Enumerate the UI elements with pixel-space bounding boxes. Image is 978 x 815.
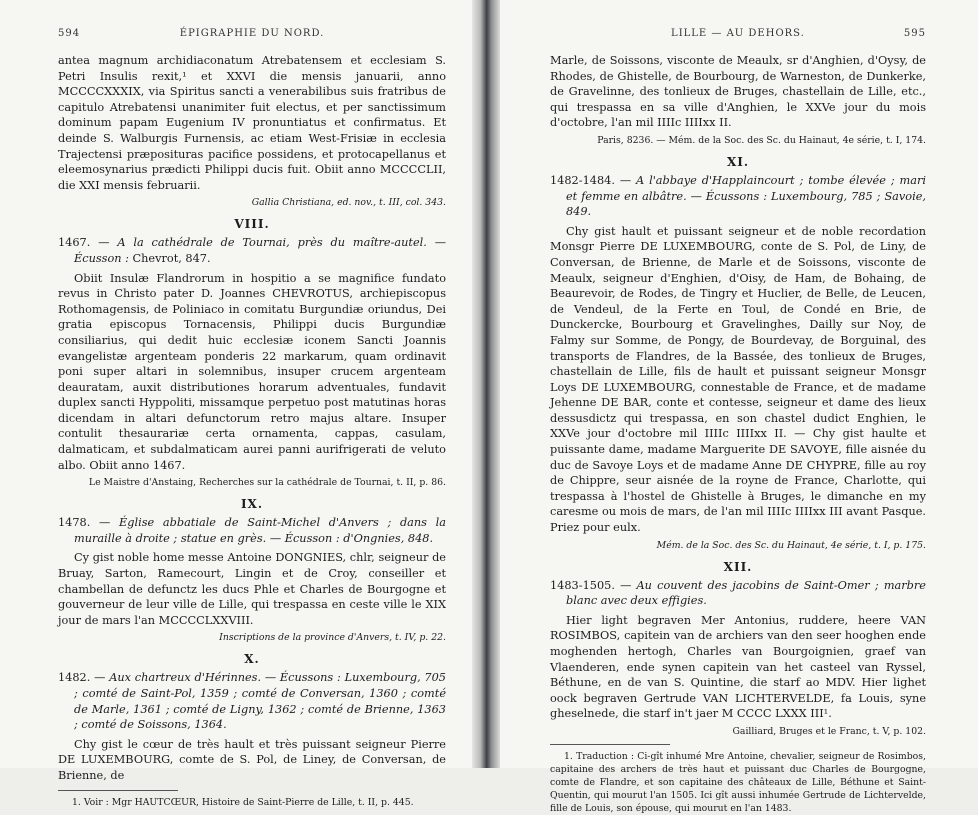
entry-year: 1483-1505. <box>550 578 615 592</box>
running-title-right: LILLE — AU DEHORS. <box>671 28 805 39</box>
entry-heading <box>550 173 926 220</box>
entry-number: IX. <box>240 497 264 512</box>
footnote: 1. Voir : Mgr HAUTCŒUR, Histoire de Saint-Pierre de Lille, t. II, p. 445. <box>72 796 414 808</box>
source-citation: Le Maistre d'Anstaing, Recherches sur la cathédrale de Tournai, t. II, p. 86. <box>88 477 446 489</box>
entry-description: — Au couvent des jacobins de Saint-Omer ; marbre blanc avec deux effigies. <box>566 578 926 608</box>
left-page <box>0 0 472 808</box>
right-page <box>500 0 978 814</box>
footnote: 1. Traduction : Ci-gît inhumé Mre Antoine, chevalier, seigneur de Rosimbos, capitaine des archers de très haut et puissant duc Charles de Bourgogne, comte de Flandre, et son capitaine des châteaux de Lille, Béthune et Saint-Quentin, qui mourut l'an 1505. Ici gît aussi inhumée Gertrude de Lichtervelde, fille de Louis, son épouse, qui mourut en l'an 1483. <box>550 750 926 814</box>
entry-description: — Aux chartreux d'Hérinnes. — Écussons : Luxembourg, 705 ; comté de Saint-Pol, 1359 ; comté de Conversan, 1360 ; comté de Marle, 1361 ; comté de Ligny, 1362 ; comté de Brienne, 1363 ; comté de Soissons, 1364. <box>74 671 446 732</box>
source-citation: Gallia Christiana, ed. nov., t. III, col. 343. <box>251 197 446 209</box>
inscription-text: Hier light begraven Mer Antonius, ruddere, heere VAN ROSIMBOS, capitein van de archiers van den seer hooghen ende moghenden hertogh, Charles van Bourgoignien, graef van Vlaenderen, ende synen capitein van het casteel van Ryssel, Béthune, en de van S. Quintine, die starf ao MDV. Hier lighet oock begraven Gertrude VAN LICHTERVELDE, fa Louis, syne gheselnede, die starf in't jaer M CCCC LXXX III¹. <box>550 613 926 721</box>
source-citation: Paris, 8236. — Mém. de la Soc. des Sc. du Hainaut, 4e série, t. I, 174. <box>597 134 926 146</box>
footnote-rule <box>58 790 178 791</box>
source-citation: Inscriptions de la province d'Anvers, t. IV, p. 22. <box>219 632 446 644</box>
entry-heading <box>58 515 446 546</box>
inscription-text: Chy gist hault et puissant seigneur et de noble recordation Monsgr Pierre DE LUXEMBOURG, conte de S. Pol, de Liny, de Conversan, de Brienne, de Marle et de Soissons, visconte de Meaulx, seigneur d'Enghien, d'Oisy, de Ham, de Bohaing, de Beaurevoir, de Rodes, de Tingry et Huclier, de Belle, de Leucen, de Vendeul, de la Ferte en Toul, de Condé en Brie, de Dunckercke, Bourbourg et Gravelinghes, Dailly sur Noy, de Falmy sur Somme, de Pongy, de Bourdevay, de Borguinal, des transports de Flandres, de la Bassée, des tonlieux de Bruges, chastellain de Lille, fils de hault et puissant seigneur Monsgr Loys DE LUXEMBOURG, connestable de France, et de madame Jehenne DE BAR, conte et contesse, seigneur et dame des lieux dessusdictz qui trespassa, en son chastel dudict Enghien, le XXVe jour d'octobre mil IIIIc IIIIxx II. — Chy gist haulte et puissante dame, madame Marguerite DE SAVOYE, fille aisnée du duc de Savoye Loys et de madame Anne DE CHYPRE, fille au roy de Chippre, seur aisnée de la royne de France, Charlotte, qui trespassa à l'hostel de Ghistelle à Bruges, le dimanche en my caresme ou mois de mars, de l'an mil IIIIc IIIIxx III avant Pasque. Priez pour eulx. <box>550 224 926 535</box>
source-citation: Mém. de la Soc. des Sc. du Hainaut, 4e série, t. I, p. 175. <box>656 539 926 551</box>
continued-paragraph-right: Marle, de Soissons, visconte de Meaulx, sr d'Anghien, d'Oysy, de Rhodes, de Ghistelle, de Bourbourg, de Warneston, de Dunkerke, de Gravelinne, des tonlieux de Bruges, chastellain de Lille, etc., qui trespassa en sa ville d'Anghien, le XXVe jour du mois d'octobre, l'an mil IIIIc IIIIxx II. <box>550 54 926 130</box>
entry-year: 1478. <box>58 516 91 530</box>
book-gutter <box>472 0 500 768</box>
page-number-left: 594 <box>58 28 81 39</box>
entry-heading <box>58 670 446 732</box>
entry-number: XI. <box>726 154 750 169</box>
entry-description: — Église abbatiale de Saint-Michel d'Anvers ; dans la muraille à droite ; statue en grès. — Écusson : d'Ongnies, 848. <box>74 516 447 545</box>
entry-heading <box>58 235 446 266</box>
entry-description: — A la cathédrale de Tournai, près du maître-autel. — Écusson : <box>74 236 447 265</box>
entry-description: — A l'abbaye d'Happlaincourt ; tombe élevée ; mari et femme en albâtre. — Écussons : Luxembourg, 785 ; Savoie, 849. <box>566 173 926 219</box>
page-number-right: 595 <box>903 28 926 39</box>
entry-description-cont: Chevrot, 847. <box>132 251 211 265</box>
entry-year: 1482. <box>58 671 91 685</box>
inscription-text: Obiit Insulæ Flandrorum in hospitio a se magnifice fundato revus in Christo pater D. Joannes CHEVROTUS, archiepiscopus Rothomagensis, de Poliniaco in comitatu Burgundiæ oriundus, Dei gratia episcopus Tornacensis, Philippi ducis Burgundiæ consiliarius, qui dedit huic ecclesiæ iconem Sancti Joannis evangelistæ argenteam ponderis 22 markarum, quam ordinavit poni super altari in solemnibus, insuper crucem argenteam deauratam, auxit distributiones horarum adventuales, fundavit duplex sancti Hyppoliti, missamque perpetuo post matutinas horas dicendam in altari defunctorum retro majus altare. Insuper contulit thesaurariæ certa ornamenta, cappas, casulam, dalmaticam, et subdalmaticam aurei panni aurifrigerati de veluto albo. Obiit anno 1467. <box>58 271 446 472</box>
entry-year: 1482-1484. <box>550 173 615 187</box>
source-citation: Gailliard, Bruges et le Franc, t. V, p. 102. <box>732 725 926 737</box>
entry-heading <box>550 578 926 609</box>
running-head-right <box>550 28 926 39</box>
footnote-rule <box>550 744 670 745</box>
entry-number: XII. <box>723 559 753 574</box>
entry-year: 1467. <box>58 236 91 250</box>
inscription-text: Chy gist le cœur de très hault et très puissant seigneur Pierre DE LUXEMBOURG, comte de S. Pol, de Liney, de Conversan, de Brienne, de <box>58 737 446 782</box>
entry-number: VIII. <box>234 217 270 232</box>
running-title-left: ÉPIGRAPHIE DU NORD. <box>179 28 325 39</box>
entry-number: X. <box>244 652 260 667</box>
continued-paragraph-left: antea magnum archidiaconatum Atrebatensem et ecclesiam S. Petri Insulis rexit,¹ et XXVI die mensis januarii, anno MCCCCXXXIX, via Spiritus sancti a venerabilibus suis fratribus de capitulo Atrebatensi unanimiter fuit electus, et per sanctissimum dominum papam Eugenium IV pronuntiatus et confirmatus. Et deinde S. Walburgis Furnensis, ac etiam West-Frisiæ in ecclesia Trajectensi præposituras pacifice possidens, et protocapellanus et eleemosynarius prædicti Philippi ducis fuit. Obiit anno MCCCCLII, die XXI mensis februarii. <box>58 54 446 192</box>
inscription-text: Cy gist noble home messe Antoine DONGNIES, chlr, seigneur de Bruay, Sarton, Ramecourt, Lingin et de Croy, conseiller et chambellan de defunctz les ducs Phle et Charles de Bourgogne et gouverneur de leur ville de Lille, qui trespassa en ceste ville le XIX jour de mars l'an MCCCCLXXVIII. <box>58 551 446 627</box>
running-head-left <box>58 28 446 39</box>
